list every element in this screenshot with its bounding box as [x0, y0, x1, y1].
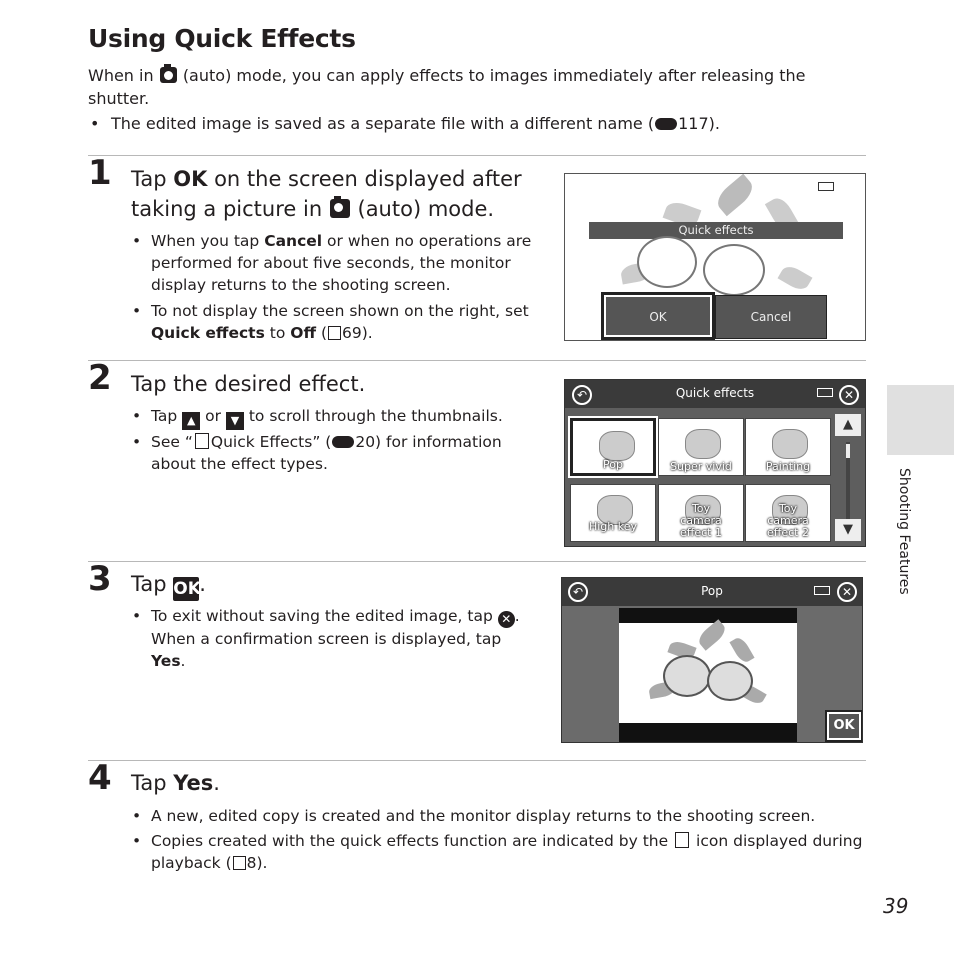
intro-bullet — [111, 112, 871, 135]
effect-thumbnail[interactable]: Super vivid — [658, 418, 744, 476]
scroll-down-button[interactable]: ▼ — [835, 519, 861, 541]
intro-text: shutter. — [88, 89, 150, 108]
camera-icon — [160, 67, 177, 83]
page-title: Using Quick Effects — [88, 24, 356, 53]
intro-paragraph — [88, 64, 868, 110]
back-icon[interactable]: ↶ — [572, 385, 592, 405]
step-number: 3 — [88, 559, 112, 599]
section-label: Shooting Features — [896, 468, 912, 595]
effect-thumbnail[interactable]: Toy camera effect 2 — [745, 484, 831, 542]
book-icon — [328, 326, 341, 340]
preview-frame — [619, 608, 797, 742]
effect-thumbnail[interactable]: Pop — [570, 418, 656, 476]
ok-icon: OK — [173, 579, 201, 599]
up-arrow-icon: ▲ — [182, 412, 200, 430]
back-icon[interactable]: ↶ — [568, 582, 588, 602]
reference-icon — [332, 436, 354, 448]
step-heading: Tap OK on the screen displayed after taking a picture in (auto) mode. — [131, 167, 522, 221]
step-number: 4 — [88, 758, 112, 798]
step-heading: Tap Yes. — [131, 771, 220, 795]
divider — [88, 155, 866, 156]
ok-button[interactable]: OK — [601, 292, 715, 340]
camera-icon — [330, 199, 350, 218]
effect-preview-screen — [561, 577, 863, 743]
step-heading: Tap the desired effect. — [131, 372, 366, 396]
effect-thumbnail[interactable]: High key — [570, 484, 656, 542]
scrollbar-thumb[interactable] — [846, 444, 850, 458]
preview-image — [619, 623, 797, 723]
quick-effects-icon — [195, 433, 209, 449]
reference-icon — [655, 118, 677, 130]
quick-effects-prompt-screen — [564, 173, 866, 341]
effect-selection-screen — [564, 379, 866, 547]
close-icon: ✕ — [498, 611, 515, 628]
quick-effects-banner: Quick effects — [589, 222, 843, 239]
book-icon — [233, 856, 246, 870]
page-number: 39 — [883, 894, 909, 918]
intro-bullet-ref: 117). — [678, 114, 720, 133]
step-number: 1 — [88, 153, 112, 193]
divider — [88, 360, 866, 361]
effect-thumbnail[interactable]: Painting — [745, 418, 831, 476]
screen-title: Pop — [701, 584, 723, 598]
down-arrow-icon: ▼ — [226, 412, 244, 430]
quick-effects-icon — [675, 832, 689, 848]
scroll-up-button[interactable]: ▲ — [835, 414, 861, 436]
ok-button[interactable]: OK — [827, 712, 861, 740]
section-tab — [887, 385, 954, 455]
cancel-button[interactable]: Cancel — [715, 295, 827, 339]
divider — [88, 561, 866, 562]
screen-title: Quick effects — [675, 386, 755, 400]
intro-text: (auto) mode, you can apply effects to images immediately after releasing the — [182, 66, 806, 85]
intro-bullet-text: The edited image is saved as a separate file with a different name ( — [111, 114, 655, 133]
effect-thumbnail[interactable]: Toy camera effect 1 — [658, 484, 744, 542]
step-number: 2 — [88, 358, 112, 398]
divider — [88, 760, 866, 761]
intro-text: When in — [88, 66, 154, 85]
close-icon[interactable]: ✕ — [837, 582, 857, 602]
close-icon[interactable]: ✕ — [839, 385, 859, 405]
step-heading: Tap OK. — [131, 572, 206, 599]
intro-bullet-dot: • — [90, 114, 100, 133]
